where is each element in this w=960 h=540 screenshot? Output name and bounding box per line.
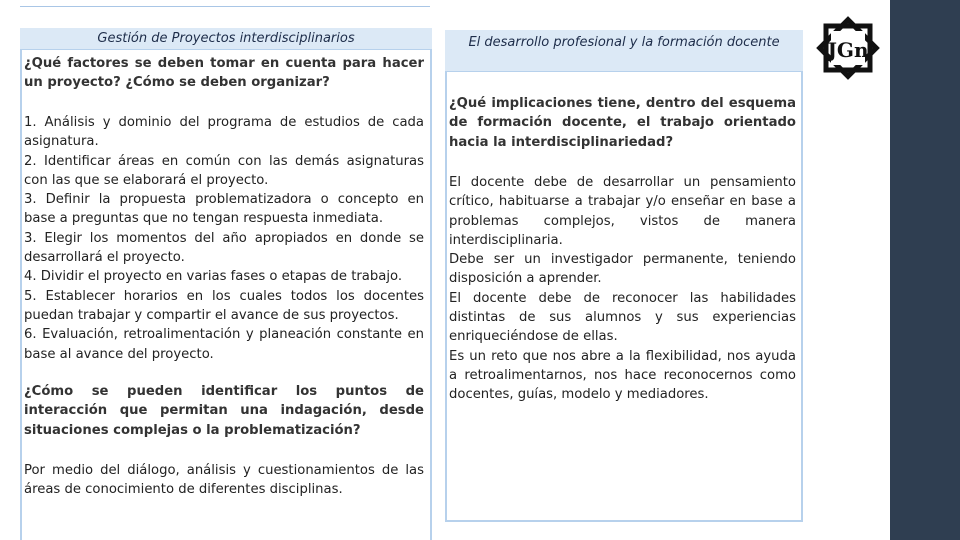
paragraph: El docente debe de desarrollar un pensamiento crítico, habituarse a trabajar y/o enseñar en base a problemas complejos, vistos de manera interdisciplinaria. [449,175,796,248]
question-implications: ¿Qué implicaciones tiene, dentro del esquema de formación docente, el trabajo orientado hacia la interdisciplinariedad? [449,96,796,150]
right-panel-title: El desarrollo profesional y la formación docente [445,30,803,72]
question-factors: ¿Qué factores se deben tomar en cuenta para hacer un proyecto? ¿Cómo se deben organizar? [24,56,424,91]
steps-list [24,113,424,364]
question-interaction: ¿Cómo se pueden identificar los puntos de interacción que permitan una indagación, desde situaciones complejas o la problematización? [24,384,424,438]
monogram-logo-icon [812,12,884,84]
list-item: 3. Elegir los momentos del año apropiados en donde se desarrollará el proyecto. [24,230,424,266]
list-item: 4. Dividir el proyecto en varias fases o etapas de trabajo. [24,269,403,285]
list-item: 3. Definir la propuesta problematizadora o concepto en base a preguntas que no tengan respuesta inmediata. [24,192,424,227]
list-item: 5. Establecer horarios en los cuales todos los docentes puedan trabajar y compartir el avance de sus proyectos. [24,288,424,323]
paragraph: Es un reto que nos abre a la flexibilidad, nos ayuda a retroalimentarnos, nos hace reconocernos como docentes, guías, modelo y mediadores. [449,348,796,403]
answer-implications [449,173,796,405]
answer-interaction: Por medio del diálogo, análisis y cuestionamientos de las áreas de conocimiento de diferentes disciplinas. [24,463,424,498]
top-divider [20,6,430,7]
paragraph: El docente debe de reconocer las habilidades distintas de sus alumnos y sus experiencias enriqueciéndose de ellas. [449,290,796,345]
right-sidebar-bar [890,0,960,540]
list-item: 2. Identificar áreas en común con las demás asignaturas con las que se elaborará el proyecto. [24,153,424,188]
list-item: 1. Análisis y dominio del programa de estudios de cada asignatura. [24,115,424,150]
paragraph: Debe ser un investigador permanente, teniendo disposición a aprender. [449,252,796,287]
list-item: 6. Evaluación, retroalimentación y planeación constante en base al avance del proyecto. [24,327,424,362]
left-panel-title: Gestión de Proyectos interdisciplinarios [20,28,432,50]
logo-text: JGn [827,38,869,62]
